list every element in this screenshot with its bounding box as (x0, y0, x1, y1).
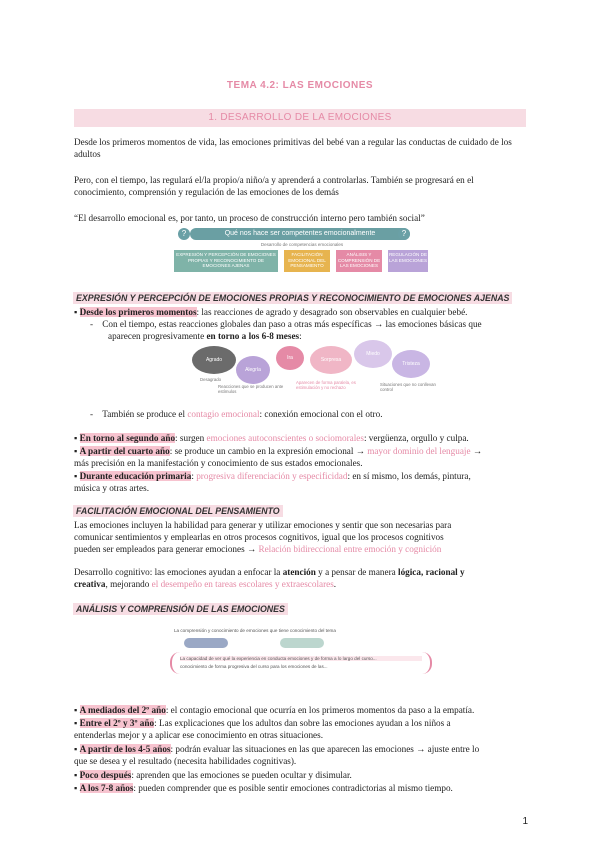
section-banner-label: 1. DESARROLLO DE LA EMOCIONES (208, 112, 392, 123)
caption-reacciones: Reacciones que se producen ante estímulos (218, 384, 284, 394)
bullet-primaria-cont: música y otras artes. (74, 483, 150, 493)
bullet-text-end: : en sí mismo, los demás, pintura, (347, 471, 471, 481)
subitem-contagio: - También se produce el contagio emocional: conexión emocional con el otro. (90, 409, 383, 419)
bullet-pink: progresiva diferenciación y especificidad (196, 471, 348, 481)
circle-miedo: Miedo (354, 340, 392, 368)
circle-sorpresa: Sorpresa (310, 346, 352, 374)
bullet-text-end: → (470, 446, 483, 456)
question-icon-right: ? (398, 228, 410, 240)
facilitacion-text: pueden ser empleados para generar emociones → (74, 544, 259, 554)
quote-paragraph: “El desarrollo emocional es, por tanto, un proceso de construcción interno pero también social” (74, 213, 425, 223)
dc-text-3: , mejorando (105, 579, 152, 589)
bullet-entre-2-3-cont: entenderlas mejor y a aplicar ese conocimiento en otras situaciones. (74, 730, 323, 740)
subitem-text-end: : conexión emocional con el otro. (259, 409, 383, 419)
bullet-bold: Desde los primeros momentos (79, 307, 197, 317)
intro-paragraph-1: Desde los primeros momentos de vida, las emociones primitivas del bebé van a regular las conductas de cuidado de los adultos (74, 137, 512, 159)
fig3-line-1: La comprensión y conocimiento de emociones que tiene conocimiento del tema (174, 628, 336, 633)
fig3-pill-2 (280, 638, 324, 648)
facilitacion-line-3 (74, 543, 534, 555)
page-title: TEMA 4.2: LAS EMOCIONES (226, 80, 374, 91)
bullet-4-5-anos: ▪ A partir de los 4-5 años: podrán evaluar las situaciones en las que aparecen las emociones → ajuste entre lo (74, 744, 480, 754)
chip-analisis: ANÁLISIS Y COMPRENSIÓN DE LAS EMOCIONES (336, 250, 382, 272)
fig3-line-2: La capacidad de ver qué la experiencia en conducta emociones y de forma a lo largo del curso... (180, 656, 422, 661)
circle-alegria: Alegría (236, 356, 270, 384)
section-heading-analisis: ANÁLISIS Y COMPRENSIÓN DE LAS EMOCIONES (73, 603, 288, 615)
bullet-7-8-anos: ▪ A los 7-8 años: pueden comprender que es posible sentir emociones contradictorias al mismo tiempo. (74, 783, 453, 793)
bullet-pink: mayor dominio del lenguaje (367, 446, 471, 456)
bullet-bold: A partir del cuarto año (79, 446, 170, 456)
bullet-text: : pueden comprender que es posible sentir emociones contradictorias al mismo tiempo. (133, 783, 453, 793)
subitem-text: aparecen progresivamente (108, 331, 207, 341)
circle-tristeza: Tristeza (392, 350, 430, 378)
bullet-poco-despues: ▪ Poco después: aprenden que las emociones se pueden ocultar y disimular. (74, 770, 352, 780)
caption-small: Desagrado (200, 377, 222, 382)
bullet-segundo-ano: ▪ En torno al segundo año: surgen emociones autoconscientes o sociomorales: vergüenza, orgullo y culpa. (74, 433, 469, 443)
bullet-text: : surgen (175, 433, 207, 443)
dc-text: Desarrollo cognitivo: las emociones ayudan a enfocar la (74, 567, 283, 577)
bullet-primeros-momentos: ▪ Desde los primeros momentos: las reacciones de agrado y desagrado son observables en cualquier bebé. (74, 307, 468, 317)
bullet-cuarto-ano: ▪ A partir del cuarto año: se produce un cambio en la expresión emocional → mayor dominio del lenguaje → (74, 446, 483, 456)
subitem-text: Con el tiempo, estas reacciones globales dan paso a otras más específicas → las emociones básicas que (102, 319, 482, 329)
bullet-mediados-2: ▪ A mediados del 2º año: el contagio emocional que ocurría en los primeros momentos da paso a la empatía. (74, 705, 475, 715)
dc-bold-creativa: creativa (74, 579, 106, 589)
bullet-bold: Durante educación primaria (79, 471, 192, 481)
facilitacion-line-2: comunicar sentimientos y emplearlas en otros procesos cognitivos, igual que los procesos cognitivos (74, 532, 444, 542)
bullet-bold: A partir de los 4-5 años (79, 744, 171, 754)
bullet-bold: En torno al segundo año (79, 433, 176, 443)
bullet-text: : se produce un cambio en la expresión emocional → (169, 446, 368, 456)
subitem-tiempo: - Con el tiempo, estas reacciones globales dan paso a otras más específicas → las emociones básicas que (90, 319, 482, 329)
subitem-text: También se produce el (102, 409, 188, 419)
page-number: 1 (522, 816, 528, 827)
chip-expresion: EXPRESIÓN Y PERCEPCIÓN DE EMOCIONES PROPIAS Y RECONOCIMIENTO DE EMOCIONES AJENAS (174, 250, 278, 272)
subitem-pink: contagio emocional (187, 409, 260, 419)
bullet-text: : (191, 471, 197, 481)
subitem-end: : (299, 331, 302, 341)
bullet-text: : las reacciones de agrado y desagrado son observables en cualquier bebé. (196, 307, 468, 317)
fig3-line-3: conocimiento de forma progresiva del curso para los emociones de las... (180, 664, 328, 669)
bullet-text-end: : vergüenza, orgullo y culpa. (363, 433, 469, 443)
bullet-text: : Las explicaciones que los adultos dan sobre las emociones ayudan a los niños a (154, 718, 451, 728)
question-icon: ? (178, 228, 190, 240)
dc-bold-logica: lógica, racional y (398, 567, 465, 577)
question-banner-label: Qué nos hace ser competentes emocionalmente (224, 230, 376, 237)
bullet-cuarto-ano-cont: más precisión en la manifestación y conocimiento de sus estados emocionales. (74, 458, 363, 468)
dc-end: . (333, 579, 337, 589)
bullet-bold: A mediados del 2º año (79, 705, 166, 715)
dc-pink: el desempeño en tareas escolares y extraescolares (151, 579, 334, 589)
bullet-bold: A los 7-8 años (79, 783, 134, 793)
section-heading-facilitacion: FACILITACIÓN EMOCIONAL DEL PENSAMIENTO (73, 505, 283, 517)
section-heading-expresion: EXPRESIÓN Y PERCEPCIÓN DE EMOCIONES PROPIAS Y RECONOCIMIENTO DE EMOCIONES AJENAS (73, 292, 512, 304)
chip-regulacion: REGULACIÓN DE LAS EMOCIONES (388, 250, 428, 272)
bullet-text: : el contagio emocional que ocurría en los primeros momentos da paso a la empatía. (165, 705, 475, 715)
subitem-tiempo-cont (108, 330, 528, 342)
subitem-bold: en torno a los 6-8 meses (206, 331, 300, 341)
circle-agrado: Agrado (192, 346, 236, 374)
facilitacion-pink: Relación bidireccional entre emoción y cognición (258, 544, 442, 554)
circle-ira: Ira (276, 346, 304, 370)
desarrollo-cognitivo-line-2 (74, 578, 534, 590)
figure-subtitle: Desarrollo de competencias emocionales (260, 242, 344, 247)
bullet-pink: emociones autoconscientes o sociomorales (206, 433, 364, 443)
facilitacion-line-1: Las emociones incluyen la habilidad para generar y utilizar emociones y sentir que son necesarias para (74, 520, 452, 530)
intro-paragraph-2: Pero, con el tiempo, las regulará el/la propio/a niño/a y aprenderá a controlarlas. También se progresará en el conocimiento, comprensión y regulación de las emociones de los demás (74, 175, 474, 197)
section-banner (74, 109, 526, 127)
bullet-primaria: ▪ Durante educación primaria: progresiva diferenciación y especificidad: en sí mismo, los demás, pintura, (74, 471, 471, 481)
bullet-text: : podrán evaluar las situaciones en las que aparecen las emociones → ajuste entre lo (170, 744, 480, 754)
bullet-bold: Poco después (79, 770, 132, 780)
bullet-text: : aprenden que las emociones se pueden ocultar y disimular. (131, 770, 352, 780)
fig3-pill-1 (184, 638, 228, 648)
analisis-figure (170, 628, 432, 686)
caption-situaciones: Situaciones que no conllevan control (380, 382, 436, 392)
dc-text-2: y a pensar de manera (315, 567, 399, 577)
bullet-bold: Entre el 2º y 3º año (79, 718, 155, 728)
question-banner (190, 228, 410, 240)
dc-bold-atencion: atención (282, 567, 316, 577)
bullet-4-5-anos-cont: que se desea y el resultado (necesita habilidades cognitivas). (74, 756, 297, 766)
bullet-entre-2-3: ▪ Entre el 2º y 3º año: Las explicaciones que los adultos dan sobre las emociones ayudan a los niños a (74, 718, 451, 728)
desarrollo-cognitivo-line-1 (74, 566, 538, 578)
chip-facilitacion: FACILITACIÓN EMOCIONAL DEL PENSAMIENTO (284, 250, 330, 272)
caption-paralela: Aparecen de forma paralela, es estimulación y no rechazo (296, 380, 356, 390)
